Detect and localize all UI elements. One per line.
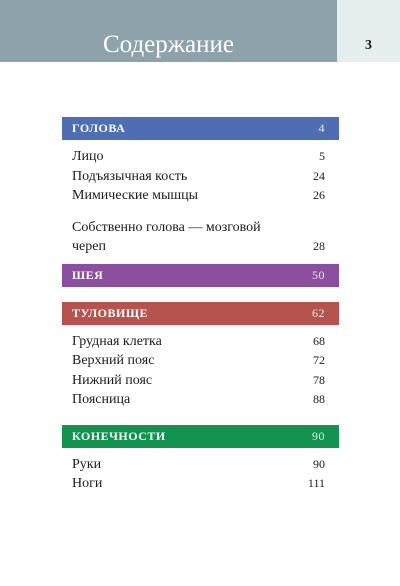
section-bar-torso[interactable] xyxy=(62,302,339,325)
toc-entry[interactable] xyxy=(72,474,325,494)
toc-entry[interactable] xyxy=(72,147,325,167)
entry-label: Нижний пояс xyxy=(72,372,153,388)
page-title: Содержание xyxy=(103,31,234,58)
entry-page: 28 xyxy=(313,239,325,253)
entry-label: Мимические мышцы xyxy=(72,188,199,203)
section-title: ТУЛОВИЩЕ xyxy=(72,305,149,320)
entry-page: 78 xyxy=(313,372,325,387)
section-page: 50 xyxy=(312,267,325,282)
entry-label: Ноги xyxy=(72,476,103,491)
entry-page: 88 xyxy=(313,392,325,406)
toc-entry[interactable] xyxy=(72,455,325,475)
page-number-box xyxy=(337,0,400,62)
entry-page: 90 xyxy=(313,456,325,471)
entry-page: 26 xyxy=(313,188,325,202)
page-number: 3 xyxy=(365,38,372,53)
entry-label: Руки xyxy=(72,456,102,472)
entry-label: Верхний пояс xyxy=(72,353,155,368)
toc-entry[interactable] xyxy=(72,332,325,352)
entry-page: 72 xyxy=(313,353,325,367)
entry-label: Поясница xyxy=(72,392,131,407)
toc-entry[interactable] xyxy=(72,390,325,410)
section-page: 62 xyxy=(312,305,325,320)
entry-page: 5 xyxy=(319,149,325,163)
toc-entry[interactable] xyxy=(72,218,325,257)
section-entries xyxy=(62,448,339,494)
section-title: КОНЕЧНОСТИ xyxy=(72,428,166,443)
section-page: 4 xyxy=(318,121,325,135)
entry-page: 111 xyxy=(307,476,325,490)
section-page: 90 xyxy=(312,428,325,443)
entry-label: Грудная клетка xyxy=(72,333,162,349)
entry-label: Подъязычная кость xyxy=(72,168,188,184)
section-entries xyxy=(62,140,339,257)
section-bar-head[interactable] xyxy=(62,117,339,140)
entry-page: 68 xyxy=(313,333,325,348)
toc-entry[interactable] xyxy=(72,167,325,187)
entry-page: 24 xyxy=(313,168,325,183)
section-bar-limbs[interactable] xyxy=(62,425,339,448)
page-header xyxy=(0,0,337,62)
section-entries xyxy=(62,325,339,410)
section-title: ШЕЯ xyxy=(72,267,104,282)
table-of-contents xyxy=(62,117,339,494)
section-bar-neck[interactable] xyxy=(62,264,339,287)
section-title: ГОЛОВА xyxy=(72,121,126,135)
entry-label: Лицо xyxy=(72,149,104,164)
toc-entry[interactable] xyxy=(72,186,325,206)
toc-entry[interactable] xyxy=(72,351,325,371)
entry-label: Собственно голова — мозговой череп xyxy=(72,219,261,254)
toc-entry[interactable] xyxy=(72,371,325,391)
